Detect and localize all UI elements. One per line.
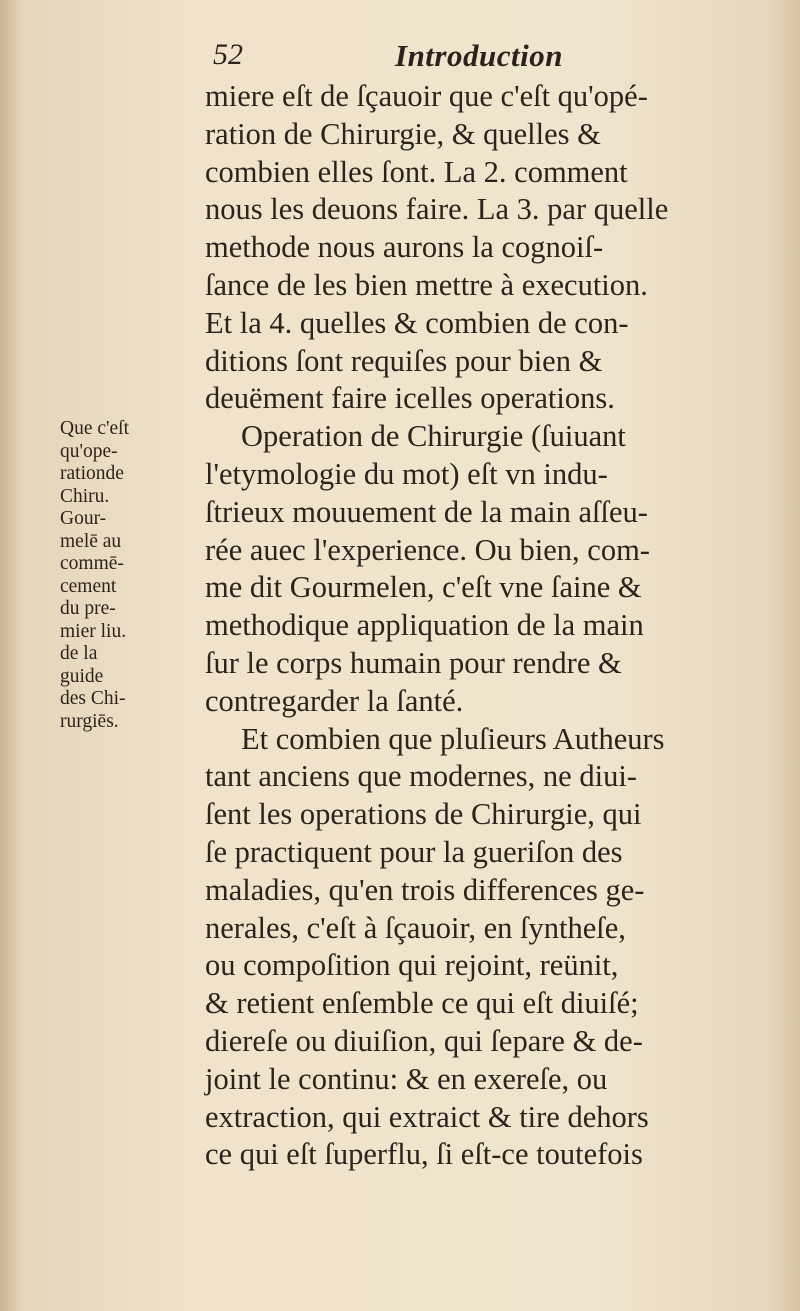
margin-note-line: cement bbox=[60, 575, 117, 597]
text-line: miere eſt de ſçauoir que c'eſt qu'opé- bbox=[205, 79, 648, 113]
page-number: 52 bbox=[213, 38, 243, 71]
text-line: ſent les operations de Chirurgie, qui bbox=[205, 797, 642, 832]
text-line: nerales, c'eſt à ſçauoir, en ſyntheſe, bbox=[205, 910, 626, 945]
margin-note-line: commē- bbox=[60, 553, 124, 574]
text-line: joint le continu: & en exereſe, ou bbox=[205, 1061, 608, 1096]
text-line: me dit Gourmelen, c'eſt vne ſaine & bbox=[205, 570, 642, 605]
text-line: methodique appliquation de la main bbox=[205, 608, 644, 643]
margin-note-line: Chiru. bbox=[60, 485, 110, 507]
text-line: ſur le corps humain pour rendre & bbox=[205, 645, 622, 680]
text-line: ſtrieux mouuement de la main aſſeu- bbox=[205, 494, 648, 529]
text-line: diereſe ou diuiſion, qui ſepare & de- bbox=[205, 1023, 643, 1058]
text-line: nous les deuons faire. La 3. par quelle bbox=[205, 192, 669, 227]
text-line: maladies, qu'en trois differences ge- bbox=[205, 872, 645, 907]
margin-note-line: guide bbox=[60, 665, 104, 687]
text-line: ration de Chirurgie, & quelles & bbox=[205, 116, 601, 151]
margin-note-line: de la bbox=[60, 643, 98, 664]
margin-note-line: rationde bbox=[60, 463, 124, 484]
text-line: l'etymologie du mot) eſt vn indu- bbox=[205, 456, 608, 491]
text-line: extraction, qui extraict & tire dehors bbox=[205, 1099, 649, 1134]
body-text bbox=[205, 78, 770, 1174]
text-line: combien elles ſont. La 2. comment bbox=[205, 154, 628, 189]
text-line: tant anciens que modernes, ne diui- bbox=[205, 759, 637, 794]
text-line: ſance de les bien mettre à execution. bbox=[205, 267, 648, 302]
margin-note-line: melē au bbox=[60, 530, 122, 552]
text-line: deuëment faire icelles operations. bbox=[205, 381, 615, 416]
margin-note-line: qu'ope- bbox=[60, 440, 118, 462]
text-line: Operation de Chirurgie (ſuiuant bbox=[241, 419, 626, 454]
margin-note-line: Que c'eſt bbox=[60, 418, 130, 439]
text-line: ſe practiquent pour la gueriſon des bbox=[205, 834, 623, 869]
margin-note-line: rurgiēs. bbox=[60, 710, 119, 732]
text-line: ce qui eſt ſuperflu, ſi eſt-ce toutefois bbox=[205, 1137, 643, 1172]
text-line: methode nous aurons la cognoiſ- bbox=[205, 230, 604, 265]
text-line: Et la 4. quelles & combien de con- bbox=[205, 305, 629, 340]
text-line: Et combien que pluſieurs Autheurs bbox=[241, 721, 665, 756]
margin-note-line: mier liu. bbox=[60, 620, 127, 642]
text-line: ditions ſont requiſes pour bien & bbox=[205, 343, 603, 378]
margin-note-line: des Chi- bbox=[60, 688, 126, 709]
margin-note-line: du pre- bbox=[60, 598, 116, 619]
text-line: contregarder la ſanté. bbox=[205, 683, 464, 718]
running-head: Introduction bbox=[395, 38, 563, 73]
text-line: ou compoſition qui rejoint, reünit, bbox=[205, 948, 619, 983]
margin-note-line: Gour- bbox=[60, 508, 107, 529]
margin-note bbox=[60, 418, 210, 733]
text-line: & retient enſemble ce qui eſt diuiſé; bbox=[205, 986, 639, 1021]
page-header bbox=[205, 38, 765, 78]
text-line: rée auec l'experience. Ou bien, com- bbox=[205, 532, 650, 567]
